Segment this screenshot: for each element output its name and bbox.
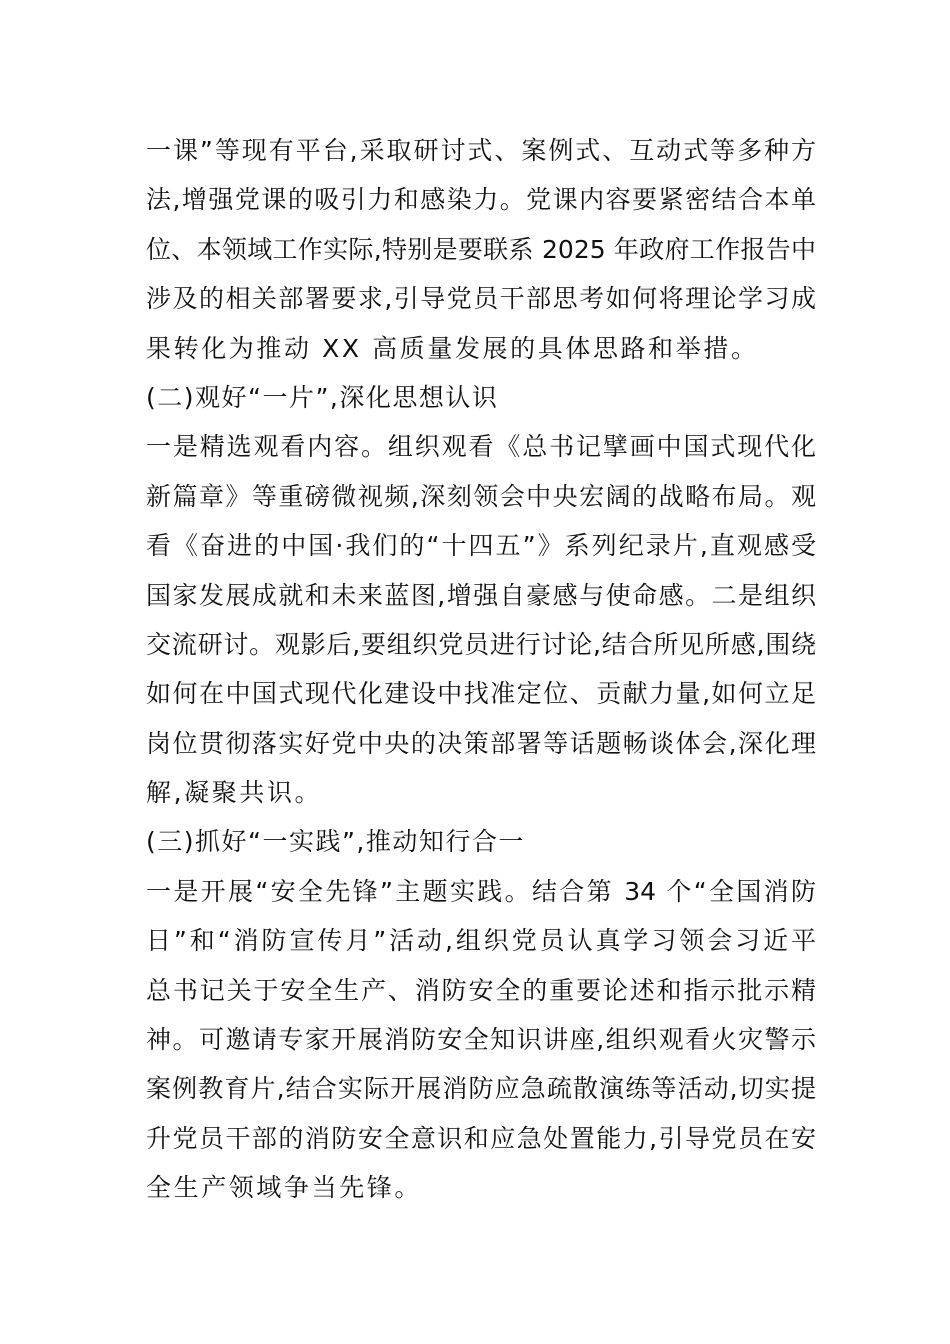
paragraph-line: 一是开展“安全先锋”主题实践。结合第 34 个“全国消防 (146, 876, 816, 906)
paragraph-line: 国家发展成就和未来蓝图,增强自豪感与使命感。二是组织 (146, 580, 816, 610)
section-heading: (二)观好“一片”,深化思想认识 (146, 382, 499, 412)
paragraph-line: 总书记关于安全生产、消防安全的重要论述和指示批示精 (146, 975, 816, 1005)
paragraph-line: 一是精选观看内容。组织观看《总书记擘画中国式现代化 (146, 432, 816, 462)
paragraph-line: 岗位贯彻落实好党中央的决策部署等话题畅谈体会,深化理 (146, 728, 816, 758)
document-body (146, 126, 816, 1213)
paragraph-line: 新篇章》等重磅微视频,深刻领会中央宏阔的战略布局。观 (146, 481, 816, 511)
paragraph-line: 一课”等现有平台,采取研讨式、案例式、互动式等多种方 (146, 136, 816, 165)
paragraph-line: 神。可邀请专家开展消防安全知识讲座,组织观看火灾警示 (146, 1025, 816, 1055)
paragraph-line: 果转化为推动 XX 高质量发展的具体思路和举措。 (146, 333, 759, 363)
paragraph-line: 交流研讨。观影后,要组织党员进行讨论,结合所见所感,围绕 (146, 629, 816, 659)
paragraph-line: 案例教育片,结合实际开展消防应急疏散演练等活动,切实提 (146, 1074, 816, 1104)
paragraph-line: 位、本领域工作实际,特别是要联系 2025 年政府工作报告中 (146, 234, 816, 264)
paragraph-line: 法,增强党课的吸引力和感染力。党课内容要紧密结合本单 (146, 185, 816, 215)
paragraph-line: 日”和“消防宣传月”活动,组织党员认真学习领会习近平 (146, 926, 816, 956)
section-heading: (三)抓好“一实践”,推动知行合一 (146, 827, 525, 857)
paragraph-line: 看《奋进的中国·我们的“十四五”》系列纪录片,直观感受 (146, 531, 816, 561)
paragraph-line: 如何在中国式现代化建设中找准定位、贡献力量,如何立足 (146, 679, 816, 709)
paragraph-line: 涉及的相关部署要求,引导党员干部思考如何将理论学习成 (146, 284, 816, 314)
paragraph-line: 升党员干部的消防安全意识和应急处置能力,引导党员在安 (146, 1123, 816, 1153)
paragraph-line: 全生产领域争当先锋。 (146, 1173, 423, 1203)
paragraph-line: 解,凝聚共识。 (146, 778, 323, 808)
